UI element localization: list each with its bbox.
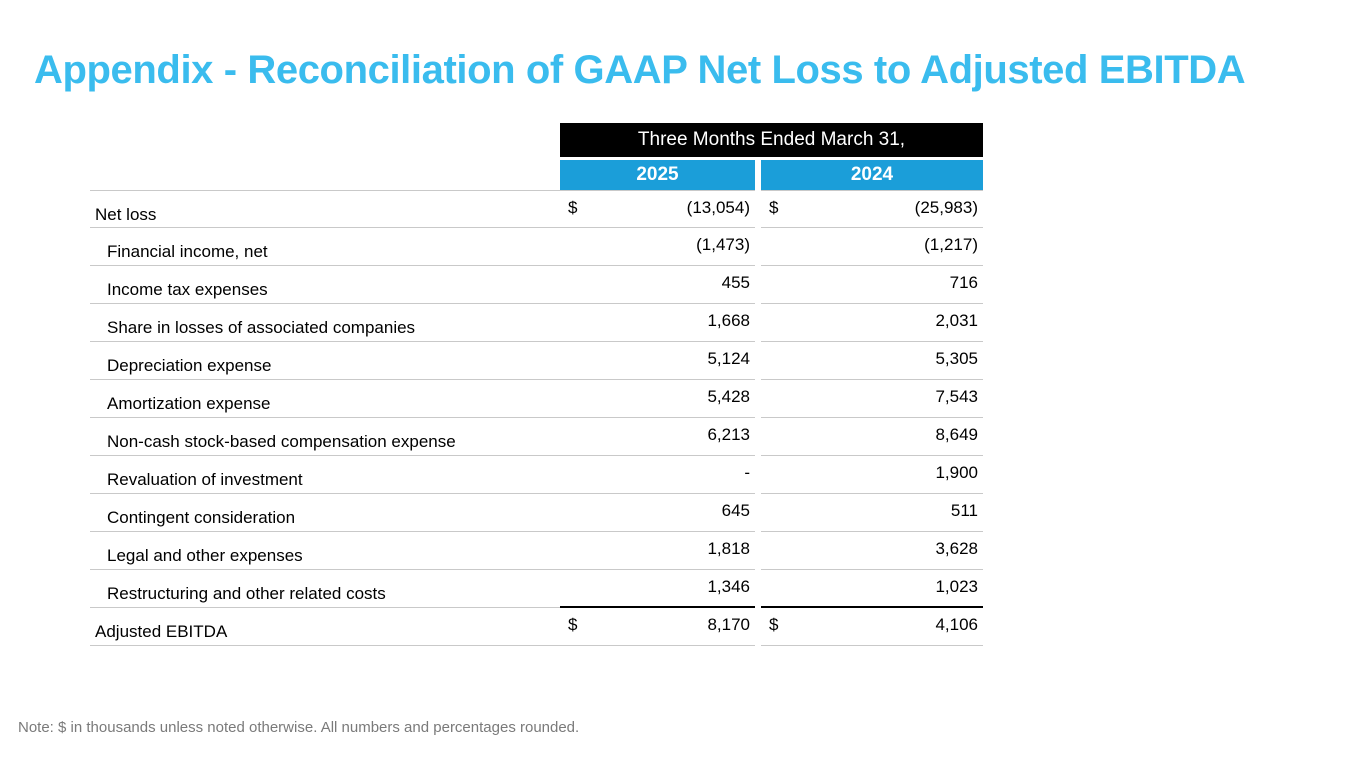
table-row <box>90 456 983 494</box>
row-label: Revaluation of investment <box>90 456 560 494</box>
value-number: 1,668 <box>707 311 750 330</box>
value-number: 5,428 <box>707 387 750 406</box>
value-number: 716 <box>949 273 978 292</box>
row-value-2024 <box>761 190 983 228</box>
value-number: 8,170 <box>707 615 750 634</box>
row-value-2025 <box>560 608 755 646</box>
row-label: Non-cash stock-based compensation expense <box>90 418 560 456</box>
row-value-2025 <box>560 456 755 494</box>
value-number: 6,213 <box>707 425 750 444</box>
row-value-2024 <box>761 608 983 646</box>
value-number: 4,106 <box>935 615 978 634</box>
row-value-2025 <box>560 532 755 570</box>
table-row <box>90 494 983 532</box>
row-value-2025 <box>560 570 755 608</box>
row-value-2025 <box>560 190 755 228</box>
row-value-2024 <box>761 418 983 456</box>
row-label: Legal and other expenses <box>90 532 560 570</box>
value-number: 5,305 <box>935 349 978 368</box>
value-number: (1,473) <box>696 235 750 254</box>
value-number: - <box>744 463 750 482</box>
value-number: 1,900 <box>935 463 978 482</box>
table-row <box>90 380 983 418</box>
row-label: Amortization expense <box>90 380 560 418</box>
currency-symbol: $ <box>769 198 779 217</box>
row-value-2024 <box>761 304 983 342</box>
value-number: 3,628 <box>935 539 978 558</box>
row-value-2025 <box>560 418 755 456</box>
row-label: Restructuring and other related costs <box>90 570 560 608</box>
currency-symbol: $ <box>568 198 578 217</box>
value-number: 7,543 <box>935 387 978 406</box>
currency-symbol: $ <box>769 615 779 634</box>
value-number: 511 <box>950 501 978 520</box>
slide-title: Appendix - Reconciliation of GAAP Net Loss to Adjusted EBITDA <box>34 48 1246 92</box>
currency-symbol: $ <box>568 615 578 634</box>
table-row <box>90 304 983 342</box>
value-number: 8,649 <box>935 425 978 444</box>
value-number: 1,346 <box>707 577 750 596</box>
value-number: 1,818 <box>707 539 750 558</box>
table-row <box>90 532 983 570</box>
table-row <box>90 266 983 304</box>
table-row <box>90 418 983 456</box>
table-rows <box>90 190 983 646</box>
row-value-2024 <box>761 266 983 304</box>
row-value-2024 <box>761 380 983 418</box>
year-header-row <box>560 160 983 190</box>
value-number: 2,031 <box>935 311 978 330</box>
row-label: Net loss <box>90 190 560 228</box>
reconciliation-table <box>90 123 983 646</box>
table-row <box>90 190 983 228</box>
row-label: Income tax expenses <box>90 266 560 304</box>
table-row <box>90 342 983 380</box>
row-value-2024 <box>761 228 983 266</box>
row-value-2025 <box>560 304 755 342</box>
row-value-2024 <box>761 456 983 494</box>
period-header: Three Months Ended March 31, <box>560 123 983 157</box>
value-number: 1,023 <box>935 577 978 596</box>
row-label: Depreciation expense <box>90 342 560 380</box>
row-label: Share in losses of associated companies <box>90 304 560 342</box>
row-value-2024 <box>761 494 983 532</box>
row-value-2025 <box>560 494 755 532</box>
table-row <box>90 608 983 646</box>
row-label: Contingent consideration <box>90 494 560 532</box>
row-value-2025 <box>560 228 755 266</box>
value-number: (1,217) <box>924 235 978 254</box>
value-number: (25,983) <box>914 198 978 217</box>
row-value-2024 <box>761 532 983 570</box>
year-column-header-2024: 2024 <box>761 160 983 190</box>
row-value-2024 <box>761 342 983 380</box>
table-row <box>90 570 983 608</box>
footnote: Note: $ in thousands unless noted otherwise. All numbers and percentages rounded. <box>18 719 580 736</box>
value-number: 455 <box>721 273 750 292</box>
table-row <box>90 228 983 266</box>
year-column-header-2025: 2025 <box>560 160 755 190</box>
row-value-2025 <box>560 266 755 304</box>
row-label: Financial income, net <box>90 228 560 266</box>
value-number: 5,124 <box>707 349 750 368</box>
row-label: Adjusted EBITDA <box>90 608 560 646</box>
row-value-2024 <box>761 570 983 608</box>
row-value-2025 <box>560 380 755 418</box>
value-number: (13,054) <box>686 198 750 217</box>
row-value-2025 <box>560 342 755 380</box>
value-number: 645 <box>721 501 750 520</box>
